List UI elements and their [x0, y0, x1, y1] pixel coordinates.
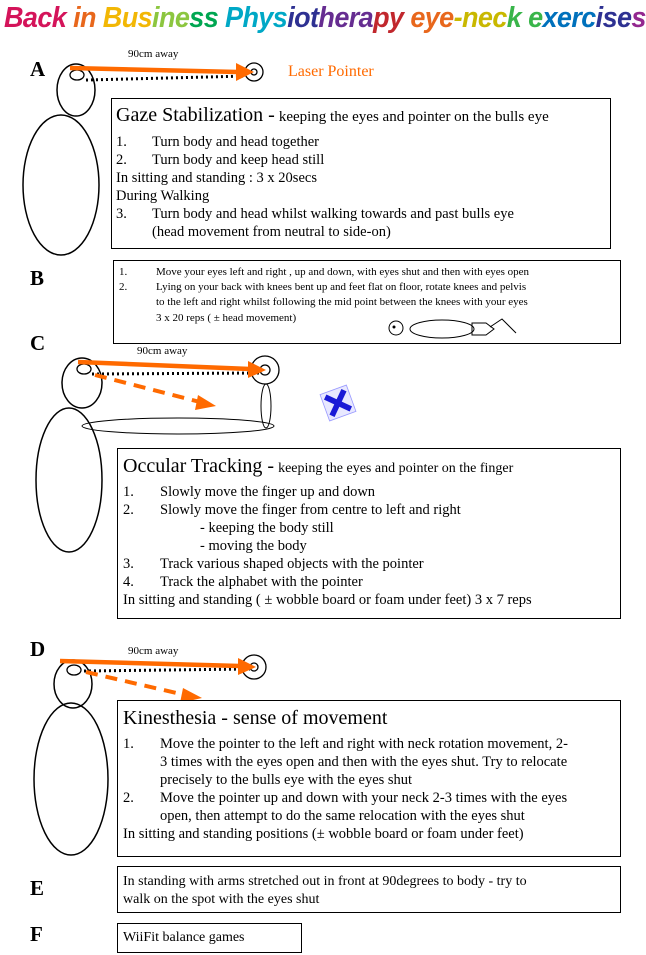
title-char: e: [334, 2, 349, 34]
title-char: B: [102, 2, 122, 34]
section-f-box: [117, 923, 302, 953]
title-char: p: [373, 2, 389, 34]
during-walking-line: During Walking: [116, 188, 210, 204]
title-char: c: [492, 2, 507, 34]
pointer-beam: [60, 661, 240, 666]
list-item-continuation: to the left and right whilst following the mid point between the knees with your eyes: [156, 296, 528, 308]
list-item: 2. Lying on your back with knees bent up and feet flat on floor, rotate knees and pelvis: [119, 281, 527, 293]
section-f-letter: F: [30, 922, 43, 946]
sub-item: - keeping the body still: [200, 520, 334, 536]
list-item: 1. Turn body and head together: [116, 134, 319, 150]
title-char: e: [556, 2, 572, 34]
title-char: i: [595, 2, 603, 34]
title-char: y: [388, 2, 404, 34]
section-c-heading: Occular Tracking -: [123, 455, 275, 477]
section-e-letter: E: [30, 876, 45, 900]
title-char: i: [73, 2, 80, 34]
title-char: n: [158, 2, 175, 34]
list-item: 2. Move the pointer up and down with your neck 2-3 times with the eyes: [123, 790, 568, 806]
section-d-box: [117, 700, 621, 857]
head-outline: [54, 660, 92, 708]
section-c-distance: 90cm away: [137, 345, 188, 357]
title-char: P: [225, 2, 243, 34]
list-item: 3. Track various shaped objects with the pointer: [123, 556, 424, 572]
title-char: e: [174, 2, 190, 34]
title-char: k: [51, 2, 67, 34]
title-char: s: [631, 2, 646, 34]
section-e-line: walk on the spot with the eyes shut: [123, 892, 320, 907]
section-a-distance: 90cm away: [128, 48, 179, 60]
section-b-letter: B: [30, 266, 45, 290]
list-item: 4. Track the alphabet with the pointer: [123, 574, 363, 590]
list-item: 1. Slowly move the finger up and down: [123, 484, 376, 500]
title-char: k: [506, 2, 522, 34]
sitting-standing-line: In sitting and standing : 3 x 20secs: [116, 170, 317, 186]
section-c-heading-sub: keeping the eyes and pointer on the finger: [278, 461, 514, 476]
title-char: B: [4, 2, 23, 34]
eye-outline: [67, 665, 81, 675]
body-outline: [34, 703, 108, 855]
laser-pointer-label: Laser Pointer: [288, 63, 374, 80]
list-item-continuation: precisely to the bulls eye with the eyes shut: [160, 772, 413, 788]
pointer-arrowhead: [238, 658, 256, 675]
section-a-letter: A: [30, 57, 46, 81]
title-char: u: [121, 2, 138, 34]
title-char: h: [318, 2, 335, 34]
title-char: x: [542, 2, 557, 34]
title-char: i: [287, 2, 295, 34]
list-item-continuation: (head movement from neutral to side-on): [152, 224, 391, 240]
title-char: -: [453, 2, 462, 34]
list-item: 2. Slowly move the finger from centre to left and right: [123, 502, 461, 518]
section-a-heading: Gaze Stabilization -: [116, 104, 275, 126]
title-char: a: [358, 2, 374, 34]
section-f-text: WiiFit balance games: [123, 930, 245, 945]
section-c-footer: In sitting and standing ( ± wobble board or foam under feet) 3 x 7 reps: [123, 592, 532, 608]
title-char: s: [203, 2, 219, 34]
section-e-line: In standing with arms stretched out in front at 90degrees to body - try to: [123, 874, 527, 889]
title-char: s: [189, 2, 204, 34]
title-char: e: [477, 2, 493, 34]
title-char: i: [152, 2, 159, 34]
section-d-letter: D: [30, 637, 46, 661]
section-c-letter: C: [30, 331, 46, 355]
section-d-distance: 90cm away: [128, 645, 179, 657]
title-char: h: [242, 2, 259, 34]
title-char: s: [272, 2, 288, 34]
section-e-box: [117, 866, 621, 913]
list-item: 1. Move the pointer to the left and right with neck rotation movement, 2-: [123, 736, 568, 752]
title-char: y: [424, 2, 440, 34]
title-char: t: [310, 2, 319, 34]
title-char: a: [22, 2, 38, 34]
title-char: c: [581, 2, 596, 34]
title-char: c: [37, 2, 52, 34]
title-char: r: [571, 2, 582, 34]
section-d-heading: Kinesthesia - sense of movement: [123, 707, 388, 729]
list-item-continuation: open, then attempt to do the same relocation with the eyes shut: [160, 808, 525, 824]
section-a-heading-sub: keeping the eyes and pointer on the bulls eye: [278, 109, 549, 125]
title-char: y: [258, 2, 273, 34]
pointer-beam-moved: [86, 672, 185, 695]
list-item: 2. Turn body and keep head still: [116, 152, 325, 168]
list-item: 1. Move your eyes left and right , up and down, with eyes shut and then with eyes open: [119, 266, 530, 278]
title-char: n: [461, 2, 478, 34]
section-d-footer: In sitting and standing positions (± wobble board or foam under feet): [123, 826, 524, 842]
sub-item: - moving the body: [200, 538, 307, 554]
title-char: n: [79, 2, 96, 34]
title-char: r: [348, 2, 359, 34]
list-item-continuation: 3 x 20 reps ( ± head movement): [156, 312, 297, 324]
title-char: s: [137, 2, 153, 34]
title-char: e: [617, 2, 632, 34]
list-item-continuation: 3 times with the eyes open and then with the eyes shut. Try to relocate: [160, 754, 568, 770]
title-char: o: [294, 2, 310, 34]
title-char: e: [528, 2, 543, 34]
gaze-line: [84, 669, 250, 671]
list-item: 3. Turn body and head whilst walking towards and past bulls eye: [116, 206, 514, 222]
title-char: s: [602, 2, 617, 34]
title-char: e: [410, 2, 425, 34]
title-char: e: [439, 2, 454, 34]
